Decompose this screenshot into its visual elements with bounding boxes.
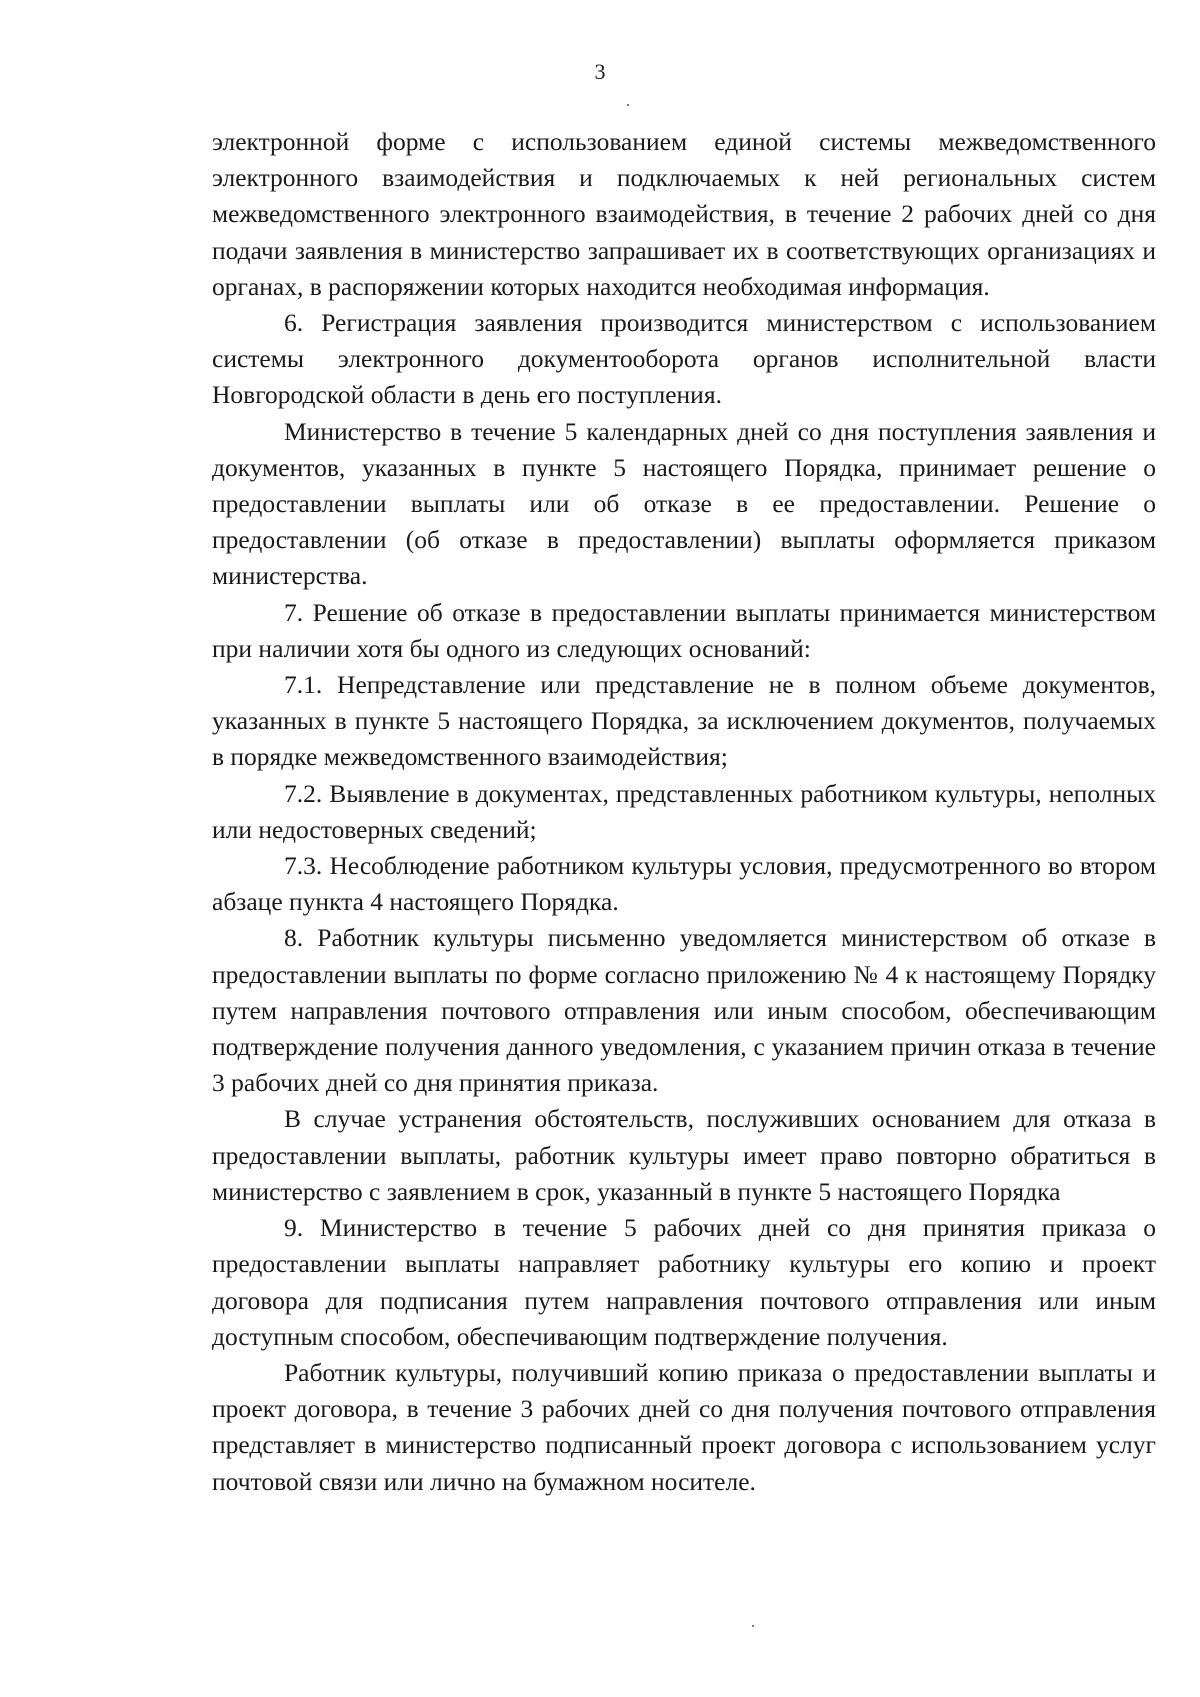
- paragraph: 9. Министерство в течение 5 рабочих дней со дня принятия приказа о предоставлении выплаты направляет работнику культуры его копию и проект договора для подписания путем направления почтового отправления или иным доступным способом, обеспечивающим подтверждение получения.: [212, 1213, 1156, 1351]
- document-body: [212, 124, 1156, 1500]
- scan-speck: [627, 104, 629, 106]
- paragraph: электронной форме с использованием единой системы межведомственного электронного взаимодействия и подключаемых к ней региональных систем межведомственного электронного взаимодействия, в течение 2 рабочих дней со дня подачи заявления в министерство запрашивает их в соответствующих организациях и органах, в распоряжении которых находится необходимая информация.: [212, 127, 1156, 301]
- paragraph: 7.2. Выявление в документах, представленных работником культуры, неполных или недостоверных сведений;: [212, 778, 1156, 844]
- paragraph: 6. Регистрация заявления производится министерством с использованием системы электронного документооборота органов исполнительной власти Новгородской области в день его поступления.: [212, 308, 1156, 410]
- paragraph: 7.3. Несоблюдение работником культуры условия, предусмотренного во втором абзаце пункта 4 настоящего Порядка.: [212, 851, 1156, 917]
- scan-speck: [752, 1625, 754, 1627]
- page-number: 3: [594, 59, 606, 84]
- paragraph: 7. Решение об отказе в предоставлении выплаты принимается министерством при наличии хотя бы одного из следующих оснований:: [212, 597, 1156, 663]
- paragraph: Работник культуры, получивший копию приказа о предоставлении выплаты и проект договора, в течение 3 рабочих дней со дня получения почтового отправления представляет в министерство подписанный проект договора с использованием услуг почтовой связи или лично на бумажном носителе.: [212, 1357, 1156, 1496]
- paragraph: Министерство в течение 5 календарных дней со дня поступления заявления и документов, указанных в пункте 5 настоящего Порядка, принимает решение о предоставлении выплаты или об отказе в ее предоставлении. Решение о предоставлении (об отказе в предоставлении) выплаты оформляется приказом министерства.: [212, 416, 1156, 591]
- paragraph: 7.1. Непредставление или представление не в полном объеме документов, указанных в пункте 5 настоящего Порядка, за исключением документов, получаемых в порядке межведомственного взаимодействия;: [212, 670, 1156, 772]
- paragraph: 8. Работник культуры письменно уведомляется министерством об отказе в предоставлении выплаты по форме согласно приложению № 4 к настоящему Порядку путем направления почтового отправления или иным способом, обеспечивающим подтверждение получения данного уведомления, с указанием причин отказа в течение 3 рабочих дней со дня принятия приказа.: [212, 923, 1156, 1098]
- paragraph: В случае устранения обстоятельств, послуживших основанием для отказа в предоставлении выплаты, работник культуры имеет право повторно обратиться в министерство с заявлением в срок, указанный в пункте 5 настоящего Порядка: [212, 1104, 1156, 1206]
